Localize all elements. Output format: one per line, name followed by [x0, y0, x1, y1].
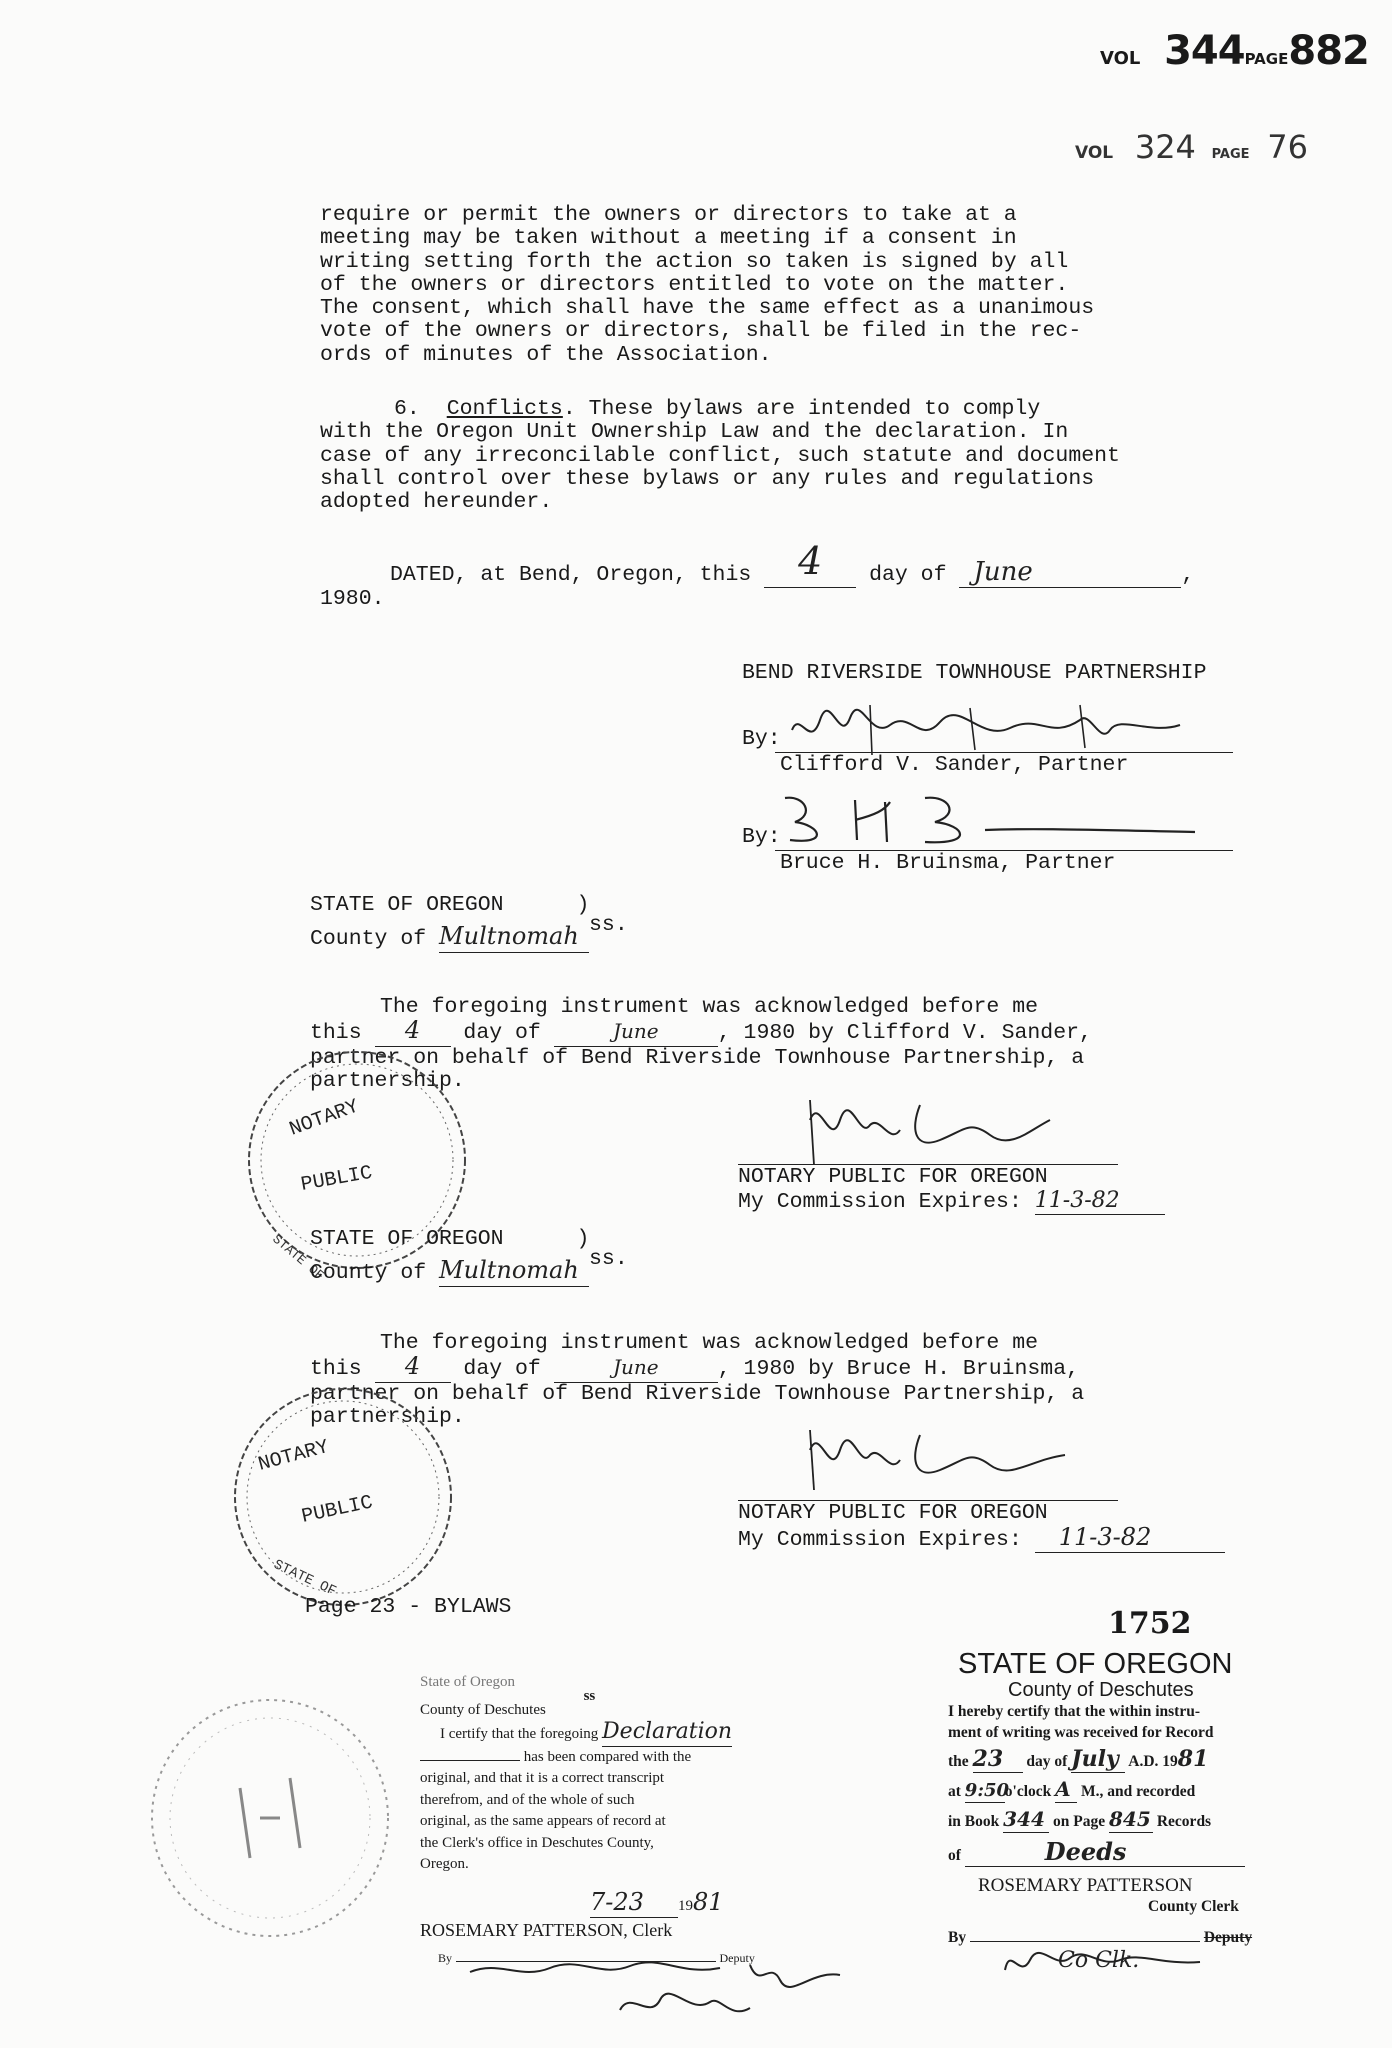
seal-1-bottom: PUBLIC — [299, 1161, 375, 1197]
record-state: STATE OF OREGON — [958, 1648, 1233, 1680]
certify-l7: Oregon. — [420, 1856, 469, 1872]
record-time-blank — [964, 1780, 1010, 1803]
ack2-state-line — [310, 1228, 628, 1251]
ack2-expires-line — [738, 1523, 1225, 1553]
ack1-expires-handwritten: 11-3-82 — [1034, 1188, 1120, 1213]
certify-county: County of Deschutes — [420, 1701, 546, 1718]
text-line: case of any irreconcilable conflict, such statute and document — [320, 443, 1120, 468]
certify-doc-handwritten: Declaration — [602, 1719, 733, 1744]
ack2-county-label: County of — [310, 1261, 427, 1286]
page-label: PAGE — [1244, 50, 1289, 68]
month-blank — [959, 557, 1181, 588]
certify-year-handwritten: 81 — [693, 1887, 724, 1916]
ack1-paren: ) — [576, 893, 590, 917]
vol-label: VOL — [1100, 48, 1141, 69]
certify-clerk: ROSEMARY PATTERSON, Clerk — [420, 1920, 673, 1940]
record-ampm-handwritten: A — [1055, 1777, 1071, 1801]
dated-year: 1980. — [320, 587, 385, 612]
record-clerk: ROSEMARY PATTERSON — [978, 1875, 1193, 1896]
dated-prefix: DATED, at Bend, Oregon, this — [390, 563, 752, 587]
ack2-expires-handwritten: 11-3-82 — [1058, 1523, 1152, 1551]
signer-1-name: Clifford V. Sander, Partner — [780, 753, 1129, 777]
certify-clerk-signature — [460, 1950, 880, 2030]
dated-mid: day of — [869, 563, 947, 587]
record-of-blank — [965, 1837, 1245, 1867]
record-l1: I hereby certify that the within instru- — [948, 1703, 1200, 1720]
ack2-county-blank — [439, 1256, 589, 1286]
dated-suffix: , — [1181, 563, 1195, 587]
certify-state: State of Oregon — [420, 1674, 515, 1690]
ack2-day-handwritten: 4 — [404, 1352, 421, 1381]
section-heading: Conflicts — [446, 397, 563, 421]
text-line: meeting may be taken without a meeting if a consent in — [320, 226, 1017, 251]
certify-county-line — [420, 1687, 755, 1722]
ack1-expires-line — [738, 1189, 1165, 1215]
ack2-day-of: day of — [463, 1357, 541, 1382]
ack1-county-line — [310, 913, 628, 952]
ack2-notary-label: NOTARY PUBLIC FOR OREGON — [738, 1501, 1048, 1525]
record-on-page: on Page — [1053, 1813, 1106, 1830]
ack2-state: STATE OF OREGON — [310, 1227, 504, 1251]
record-date-line — [948, 1746, 1252, 1773]
page-footer: Page 23 - BYLAWS — [305, 1595, 512, 1619]
ack1-line4: partnership. — [310, 1068, 465, 1093]
ack1-ss: ss. — [589, 913, 628, 938]
section-first-line-text: . These bylaws are intended to comply — [562, 397, 1041, 421]
ack1-month-blank — [554, 1020, 718, 1046]
text-line: ords of minutes of the Association. — [320, 342, 772, 367]
record-time-line — [948, 1779, 1252, 1803]
ack2-expires-label: My Commission Expires: — [738, 1528, 1022, 1552]
ack2-line3: partner on behalf of Bend Riverside Townhouse Partnership, a — [310, 1381, 1085, 1406]
ack2-this: this — [310, 1357, 362, 1382]
signature-block-1 — [742, 728, 781, 751]
dated-line-1 — [320, 539, 1195, 588]
certify-l4: therefrom, and of the whole of such — [420, 1791, 635, 1808]
record-oclock: o'clock — [1004, 1783, 1052, 1800]
record-m-recorded: M., and recorded — [1081, 1783, 1196, 1800]
ack2-month-blank — [554, 1356, 718, 1382]
record-in-book: in Book — [948, 1813, 1000, 1830]
ack2-line4: partnership. — [310, 1404, 465, 1429]
signature-clifford-sander — [780, 700, 1240, 760]
seal-2-bottom: PUBLIC — [299, 1491, 375, 1529]
record-time-handwritten: 9:50 — [964, 1780, 1010, 1801]
county-seal — [140, 1668, 400, 1968]
ack1-line1: The foregoing instrument was acknowledged before me — [380, 995, 1039, 1019]
ack1-line3: partner on behalf of Bend Riverside Townhouse Partnership, a — [310, 1045, 1085, 1070]
record-book-blank — [1003, 1809, 1049, 1833]
partnership-name: BEND RIVERSIDE TOWNHOUSE PARTNERSHIP — [742, 661, 1207, 685]
page-number-2: 76 — [1267, 128, 1308, 166]
record-of: of — [948, 1847, 961, 1864]
text-line: adopted hereunder. — [320, 490, 553, 515]
ack2-expires-blank — [1035, 1523, 1225, 1553]
ack1-expires-label: My Commission Expires: — [738, 1190, 1022, 1214]
seal-2-top: NOTARY — [255, 1435, 332, 1477]
by-label: By: — [742, 727, 781, 751]
section-6-conflicts — [320, 398, 1120, 514]
page-label-2: PAGE — [1211, 147, 1250, 162]
ack2-county-line — [310, 1247, 628, 1286]
ack2-paren: ) — [576, 1227, 590, 1251]
record-l2: ment of writing was received for Record — [948, 1724, 1214, 1741]
record-page-handwritten: 845 — [1108, 1807, 1151, 1831]
record-month-handwritten: July — [1071, 1746, 1119, 1772]
certify-date-blank — [590, 1887, 678, 1919]
vol-number: 344 — [1164, 28, 1245, 74]
record-the: the — [948, 1753, 969, 1770]
record-ampm-blank — [1055, 1779, 1077, 1803]
text-line: vote of the owners or directors, shall be filed in the rec- — [320, 319, 1082, 344]
certify-l2-blank — [420, 1760, 520, 1761]
dated-line — [320, 539, 1195, 612]
record-ad: A.D. 19 — [1128, 1753, 1178, 1770]
page-number: 882 — [1288, 28, 1369, 74]
certify-doc-blank — [602, 1721, 732, 1747]
certify-deputy-label: Deputy — [719, 1950, 755, 1965]
section-6-first-line — [320, 398, 1120, 421]
certify-ss: ss — [583, 1687, 596, 1704]
ack2-line2 — [310, 1352, 1084, 1382]
text-line: with the Oregon Unit Ownership Law and the declaration. In — [320, 420, 1069, 445]
certify-l1: I certify that the foregoing — [440, 1726, 599, 1742]
ack1-state: STATE OF OREGON — [310, 893, 504, 917]
text-line: of the owners or directors entitled to vote on the matter. — [320, 272, 1069, 297]
ack1-this: this — [310, 1021, 362, 1046]
ack1-expires-blank — [1035, 1189, 1165, 1215]
ack2-day-blank — [375, 1352, 451, 1382]
day-blank — [764, 539, 856, 588]
record-county: County of Deschutes — [1008, 1679, 1194, 1701]
record-year-handwritten: 81 — [1177, 1746, 1209, 1772]
certify-date-line — [420, 1887, 755, 1919]
record-of-line — [948, 1837, 1252, 1867]
notary-seal-2 — [218, 1382, 468, 1622]
record-clerk-title: County Clerk — [1148, 1898, 1239, 1915]
certify-l3: original, and that it is a correct transcript — [420, 1770, 665, 1786]
record-deputy-label: Deputy — [1203, 1929, 1253, 1946]
signature-bruce-bruinsma — [775, 790, 1215, 850]
seal-2-rim: STATE OF — [270, 1557, 339, 1600]
record-day-of: day of — [1026, 1753, 1068, 1770]
vol-number-2: 324 — [1134, 128, 1196, 166]
record-deputy-note: Co Clk. — [1058, 1948, 1140, 1973]
ack2-line2-rest: , 1980 by Bruce H. Bruinsma, — [717, 1357, 1080, 1382]
paragraph-5-continuation — [320, 204, 1094, 367]
ack1-line2-rest: , 1980 by Clifford V. Sander, — [717, 1021, 1092, 1046]
ack1-day-handwritten: 4 — [404, 1016, 421, 1045]
ack1-county-label: County of — [310, 927, 427, 952]
record-records: Records — [1156, 1813, 1212, 1830]
record-day-handwritten: 23 — [972, 1746, 1004, 1772]
seal-1-rim: STATE OF — [269, 1231, 327, 1284]
record-clerk-signature — [1000, 1940, 1240, 1980]
signer-2-name: Bruce H. Bruinsma, Partner — [780, 851, 1116, 875]
notary-signature-2 — [800, 1420, 1100, 1500]
record-book-line — [948, 1809, 1252, 1833]
notary-signature-1 — [800, 1090, 1100, 1170]
ack2-county-handwritten: Multnomah — [439, 1256, 579, 1285]
certify-date-handwritten: 7-23 — [590, 1887, 644, 1916]
dated-day-handwritten: 4 — [798, 539, 823, 583]
text-line: shall control over these bylaws or any rules and regulations — [320, 466, 1095, 491]
vol-page-ref-2 — [1075, 128, 1308, 166]
vol-page-ref-1 — [1100, 28, 1369, 74]
record-by-label: By — [948, 1929, 967, 1946]
record-number: 1752 — [1108, 1606, 1192, 1641]
vol-label-2: VOL — [1075, 143, 1114, 163]
ack1-day-of: day of — [463, 1021, 541, 1046]
record-book-handwritten: 344 — [1003, 1807, 1045, 1831]
text-line: The consent, which shall have the same effect as a unanimous — [320, 296, 1095, 321]
by-label-2: By: — [742, 825, 781, 849]
dated-month-handwritten: June — [973, 557, 1033, 587]
certify-stamp — [420, 1672, 755, 1969]
ack1-state-line — [310, 894, 628, 917]
ack1-county-handwritten: Multnomah — [439, 922, 579, 951]
section-number: 6. — [394, 397, 420, 421]
certify-line-2 — [420, 1747, 755, 1769]
record-at: at — [948, 1783, 961, 1800]
text-line: require or permit the owners or directors to take at a — [320, 203, 1017, 227]
record-stamp — [948, 1648, 1252, 1971]
record-month-blank — [1071, 1746, 1125, 1773]
ack1-month-handwritten: June — [612, 1019, 659, 1044]
certify-by-label: By — [438, 1950, 453, 1965]
ack2-month-handwritten: June — [612, 1355, 659, 1380]
ack1-county-blank — [439, 922, 589, 952]
certify-l2: has been compared with the — [523, 1748, 692, 1765]
certify-l6: the Clerk's office in Deschutes County, — [420, 1834, 654, 1851]
record-of-handwritten: Deeds — [1044, 1837, 1127, 1866]
seal-1-top: NOTARY — [286, 1095, 363, 1142]
ack1-venue — [310, 894, 628, 953]
text-line: writing setting forth the action so taken is signed by all — [320, 249, 1069, 274]
ack2-venue — [310, 1228, 628, 1287]
ack2-line1: The foregoing instrument was acknowledged before me — [380, 1331, 1039, 1355]
record-day-blank — [972, 1746, 1023, 1773]
ack2-ss: ss. — [589, 1247, 628, 1272]
certify-l5: original, as the same appears of record at — [420, 1813, 666, 1829]
record-page-blank — [1109, 1809, 1153, 1833]
certify-year: 19 — [678, 1897, 693, 1914]
ack1-notary-label: NOTARY PUBLIC FOR OREGON — [738, 1165, 1048, 1189]
certify-line-1 — [420, 1721, 755, 1747]
